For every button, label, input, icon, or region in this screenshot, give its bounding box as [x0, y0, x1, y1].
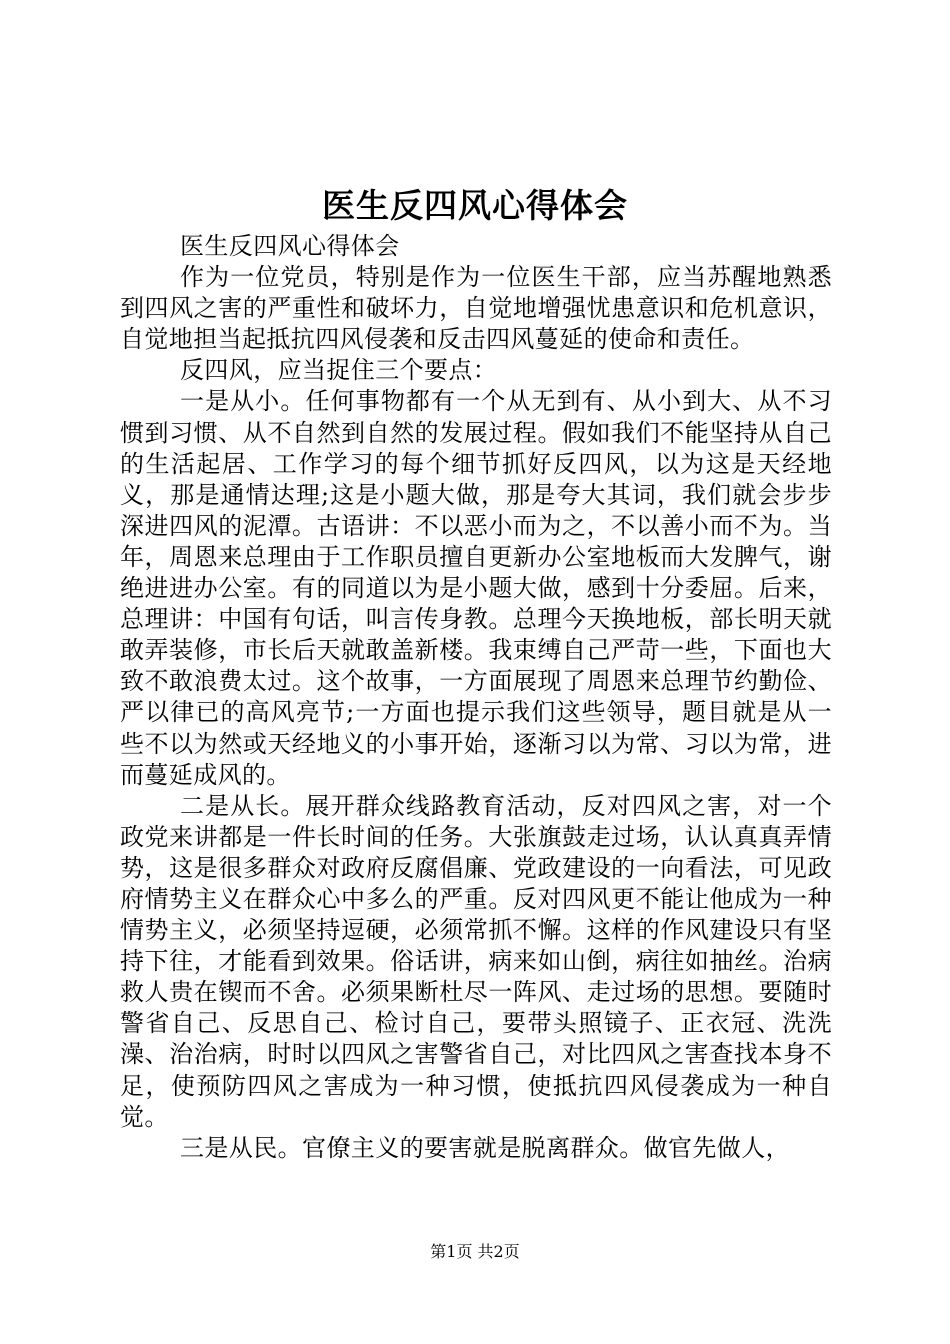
paragraph-point-three: 三是从民。官僚主义的要害就是脱离群众。做官先做人，	[180, 1133, 790, 1162]
paragraph-point-two: 二是从长。展开群众线路教育活动，反对四风之害，对一个政党来讲都是一件长时间的任务。大张旗鼓走过场，认认真真弄情势，这是很多群众对政府反腐倡廉、党政建设的一向看法，可见政府情势主义在群众心中多么的严重。反对四风更不能让他成为一种情势主义，必须坚持逗硬，必须常抓不懈。这样的作风建设只有坚持下往，才能看到效果。俗话讲，病来如山倒，病往如抽丝。治病救人贵在锲而不舍。必须果断杜尽一阵风、走过场的思想。要随时警省自己、反思自己、检讨自己，要带头照镜子、正衣冠、洗洗澡、治治病，时时以四风之害警省自己，对比四风之害查找本身不足，使预防四风之害成为一种习惯，使抵抗四风侵袭成为一种自觉。	[120, 791, 832, 1131]
document-title: 医生反四风心得体会	[322, 186, 628, 225]
paragraph-subtitle: 医生反四风心得体会	[180, 232, 400, 260]
paragraph-point-one: 一是从小。任何事物都有一个从无到有、从小到大、从不习惯到习惯、从不自然到自然的发展过程。假如我们不能坚持从自己的生活起居、工作学习的每个细节抓好反四风，以为这是天经地义，那是通情达理;这是小题大做，那是夸大其词，我们就会步步深进四风的泥潭。古语讲：不以恶小而为之，不以善小而不为。当年，周恩来总理由于工作职员擅自更新办公室地板而大发脾气，谢绝进进办公室。有的同道以为是小题大做，感到十分委屈。后来，总理讲：中国有句话，叫言传身教。总理今天换地板，部长明天就敢弄装修，市长后天就敢盖新楼。我束缚自己严苛一些，下面也大致不敢浪费太过。这个故事，一方面展现了周恩来总理节约勤俭、严以律已的高风亮节;一方面也提示我们这些领导，题目就是从一些不以为然或天经地义的小事开始，逐渐习以为常、习以为常，进而蔓延成风的。	[120, 387, 832, 789]
document-body	[120, 231, 832, 1164]
page-footer: 第1页 共2页	[430, 1242, 520, 1261]
paragraph-intro: 作为一位党员，特别是作为一位医生干部，应当苏醒地熟悉到四风之害的严重性和破坏力，自觉地增强忧患意识和危机意识，自觉地担当起抵抗四风侵袭和反击四风蔓延的使命和责任。	[120, 263, 832, 354]
paragraph-key-points: 反四风，应当捉住三个要点：	[180, 356, 498, 385]
